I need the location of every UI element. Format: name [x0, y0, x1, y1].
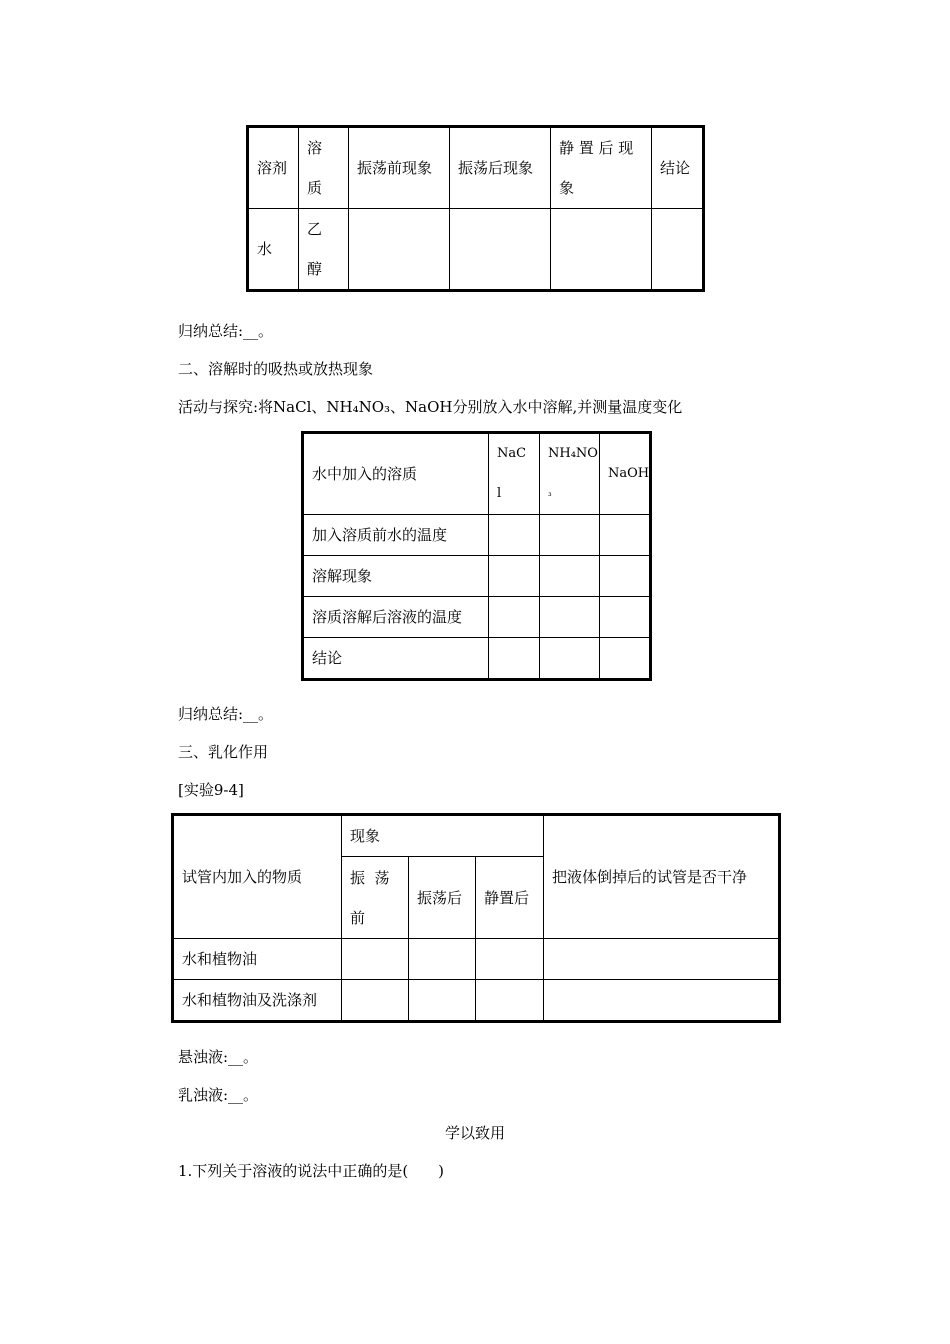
section-3-title: 三、乳化作用	[178, 743, 269, 761]
summary-1: 归纳总结:__。	[178, 322, 274, 340]
cell-empty	[409, 939, 476, 980]
cell-empty	[476, 980, 544, 1022]
header-nh4no3: NH₄NO ₃	[540, 433, 600, 515]
header-after-still: 静置后	[476, 857, 544, 939]
row-label-water-oil: 水和植物油	[173, 939, 342, 980]
row-label-conclusion: 结论	[303, 638, 489, 680]
emulsion-line: 乳浊液:__。	[178, 1086, 259, 1104]
header-naoh: NaOH	[600, 433, 651, 515]
header-conclusion: 结论	[652, 127, 704, 209]
section-2-title: 二、溶解时的吸热或放热现象	[178, 360, 374, 378]
cell-empty	[489, 556, 540, 597]
header-solute: 溶 质	[299, 127, 349, 209]
header-before-shake: 振荡前现象	[349, 127, 450, 209]
cell-empty	[600, 597, 651, 638]
table-emulsification	[171, 813, 781, 1023]
cell-empty	[540, 638, 600, 680]
header-after-shake: 振荡后	[409, 857, 476, 939]
cell-empty	[342, 980, 409, 1022]
cell-empty	[409, 980, 476, 1022]
cell-empty	[450, 209, 551, 291]
cell-empty	[540, 556, 600, 597]
row-label-dissolution: 溶解现象	[303, 556, 489, 597]
header-after-still: 静 置 后 现 象	[551, 127, 652, 209]
table-solvent-solute	[246, 125, 705, 292]
cell-empty	[476, 939, 544, 980]
header-phenomenon: 现象	[342, 815, 544, 857]
activity-2: 活动与探究:将NaCl、NH₄NO₃、NaOH分别放入水中溶解,并测量温度变化	[178, 398, 683, 416]
header-test-tube-substance: 试管内加入的物质	[173, 815, 342, 939]
cell-empty	[600, 638, 651, 680]
cell-empty	[600, 556, 651, 597]
apply-title: 学以致用	[444, 1124, 505, 1142]
cell-empty	[544, 980, 780, 1022]
header-solute-added: 水中加入的溶质	[303, 433, 489, 515]
cell-empty	[489, 515, 540, 556]
cell-solvent-water: 水	[248, 209, 299, 291]
summary-2: 归纳总结:__。	[178, 705, 274, 723]
cell-empty	[349, 209, 450, 291]
header-after-shake: 振荡后现象	[450, 127, 551, 209]
header-tube-clean: 把液体倒掉后的试管是否干净	[544, 815, 780, 939]
cell-empty	[489, 597, 540, 638]
cell-empty	[551, 209, 652, 291]
cell-empty	[540, 515, 600, 556]
header-before-shake: 振 荡 前	[342, 857, 409, 939]
header-solvent: 溶剂	[248, 127, 299, 209]
row-label-initial-temp: 加入溶质前水的温度	[303, 515, 489, 556]
question-1: 1.下列关于溶液的说法中正确的是( )	[178, 1162, 445, 1180]
cell-empty	[342, 939, 409, 980]
table-dissolution-temperature	[301, 431, 652, 681]
header-nacl: NaC l	[489, 433, 540, 515]
experiment-label: [实验9-4]	[178, 781, 244, 799]
cell-empty	[600, 515, 651, 556]
suspension-line: 悬浊液:__。	[178, 1048, 259, 1066]
cell-solute-ethanol: 乙 醇	[299, 209, 349, 291]
cell-empty	[489, 638, 540, 680]
cell-empty	[652, 209, 704, 291]
row-label-final-temp: 溶质溶解后溶液的温度	[303, 597, 489, 638]
cell-empty	[544, 939, 780, 980]
cell-empty	[540, 597, 600, 638]
row-label-water-oil-detergent: 水和植物油及洗涤剂	[173, 980, 342, 1022]
